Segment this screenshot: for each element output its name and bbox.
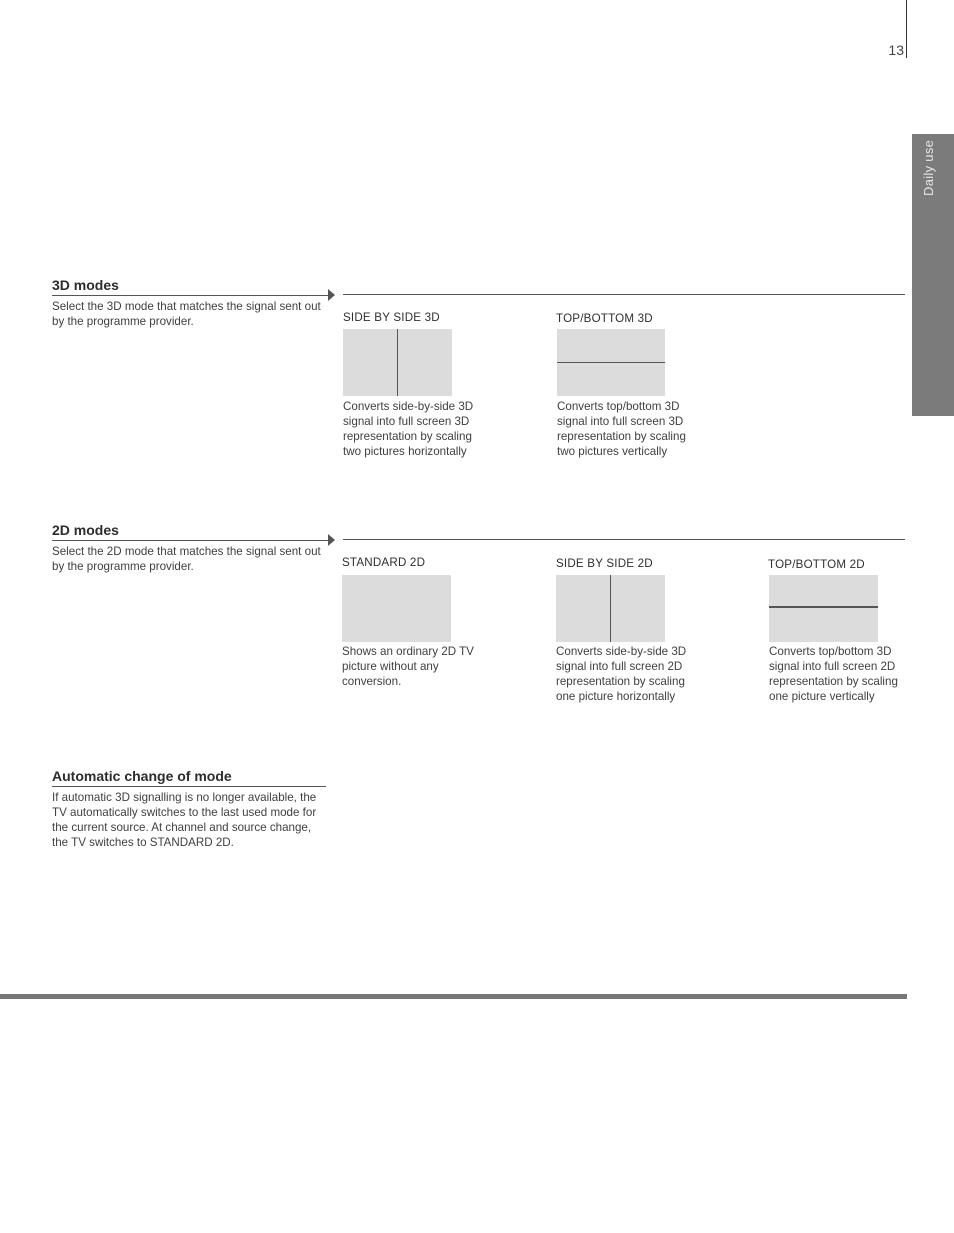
mode-desc-top-bottom-2d: Converts top/bottom 3D signal into full screen 2D representation by scaling one picture vertically — [769, 645, 898, 703]
horizontal-split-line — [557, 362, 665, 363]
section-rule-auto-change — [52, 786, 326, 787]
screen-illustration-side-by-side-3d — [343, 329, 452, 396]
screen-illustration-standard-2d — [342, 575, 451, 642]
screen-illustration-top-bottom-3d — [557, 329, 665, 396]
mode-label-side-by-side-2d: SIDE BY SIDE 2D — [556, 557, 653, 570]
vertical-split-line — [397, 329, 398, 396]
arrow-right-icon — [328, 534, 335, 546]
vertical-split-line — [610, 575, 611, 642]
mode-label-top-bottom-2d: TOP/BOTTOM 2D — [768, 558, 865, 571]
page-number: 13 — [888, 42, 904, 58]
mode-desc-side-by-side-2d: Converts side-by-side 3D signal into full screen 2D representation by scaling one picture horizontally — [556, 645, 687, 703]
screen-illustration-top-bottom-2d — [769, 575, 878, 642]
section-title-3d-modes: 3D modes — [52, 277, 119, 293]
section-title-auto-change: Automatic change of mode — [52, 768, 232, 784]
section-rule-3d — [52, 295, 330, 296]
divider-2d — [343, 539, 905, 540]
mode-desc-standard-2d: Shows an ordinary 2D TV picture without any conversion. — [342, 645, 474, 688]
side-tab — [912, 134, 954, 416]
horizontal-split-line — [769, 606, 878, 608]
screen-illustration-side-by-side-2d — [556, 575, 665, 642]
mode-desc-side-by-side-3d: Converts side-by-side 3D signal into full screen 3D representation by scaling two pictures horizontally — [343, 400, 474, 458]
section-intro-2d: Select the 2D mode that matches the signal sent out by the programme provider. — [52, 545, 321, 573]
mode-label-side-by-side-3d: SIDE BY SIDE 3D — [343, 311, 440, 324]
section-title-2d-modes: 2D modes — [52, 522, 119, 538]
divider-3d — [343, 294, 905, 295]
section-rule-2d — [52, 540, 330, 541]
side-tab-label: Daily use — [921, 139, 936, 196]
corner-crop-line — [906, 0, 907, 58]
arrow-right-icon — [328, 289, 335, 301]
section-intro-3d: Select the 3D mode that matches the signal sent out by the programme provider. — [52, 300, 321, 328]
section-text-auto-change: If automatic 3D signalling is no longer available, the TV automatically switches to the last used mode for the current source. At channel and source change, the TV switches to STANDARD 2D. — [52, 791, 317, 849]
bottom-bar — [0, 994, 907, 999]
mode-desc-top-bottom-3d: Converts top/bottom 3D signal into full screen 3D representation by scaling two pictures vertically — [557, 400, 686, 458]
mode-label-top-bottom-3d: TOP/BOTTOM 3D — [556, 312, 653, 325]
mode-label-standard-2d: STANDARD 2D — [342, 556, 426, 569]
